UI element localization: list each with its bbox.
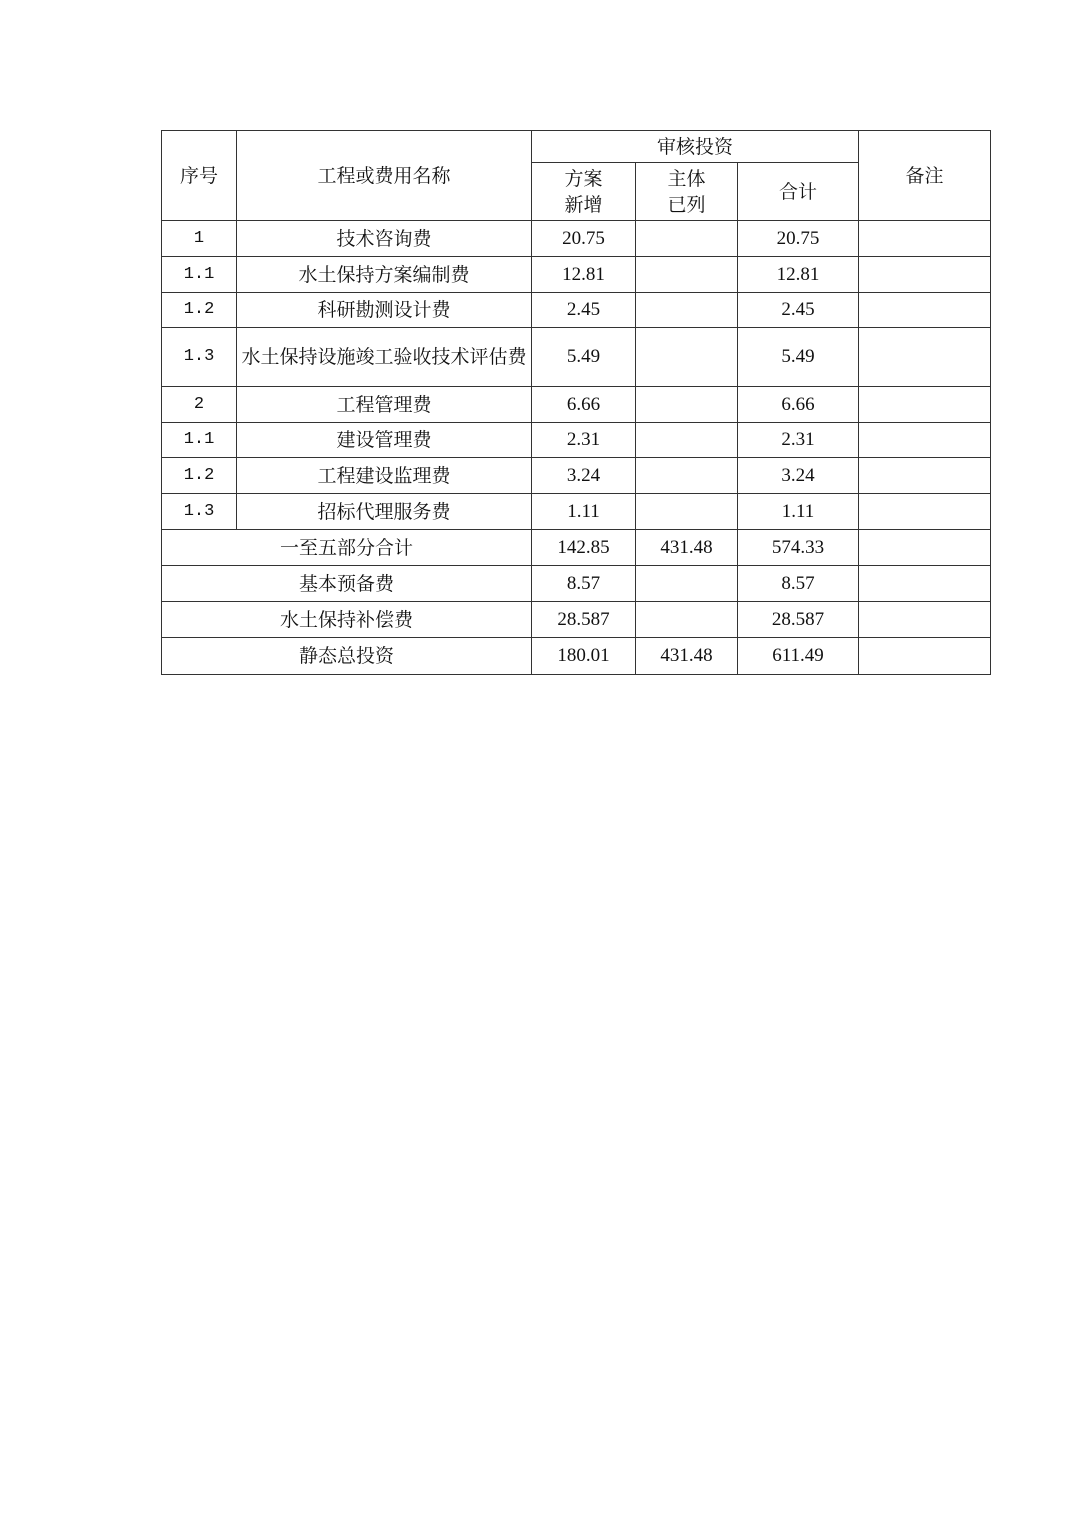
row-main [636,328,738,387]
row-total: 1.11 [738,494,859,530]
summary-row [162,566,991,602]
header-main-listed: 主体 已列 [636,163,738,221]
row-seq: 1 [162,221,237,257]
row-remark [859,387,991,423]
summary-remark [859,530,991,566]
summary-row [162,530,991,566]
row-seq: 1.3 [162,328,237,387]
row-seq: 1.2 [162,458,237,494]
summary-remark [859,602,991,638]
summary-total: 611.49 [738,638,859,675]
row-name: 招标代理服务费 [237,494,532,530]
row-seq: 1.3 [162,494,237,530]
row-main [636,257,738,293]
summary-label: 基本预备费 [162,566,532,602]
row-name: 建设管理费 [237,423,532,458]
row-seq: 2 [162,387,237,423]
table-row [162,387,991,423]
row-new: 3.24 [532,458,636,494]
row-main [636,221,738,257]
summary-main: 431.48 [636,638,738,675]
header-total: 合计 [738,163,859,221]
summary-new: 28.587 [532,602,636,638]
table-row [162,293,991,328]
row-new: 2.45 [532,293,636,328]
row-total: 5.49 [738,328,859,387]
summary-new: 180.01 [532,638,636,675]
row-total: 3.24 [738,458,859,494]
row-remark [859,423,991,458]
table-row [162,328,991,387]
row-new: 1.11 [532,494,636,530]
row-remark [859,458,991,494]
summary-label: 静态总投资 [162,638,532,675]
header-audit-investment: 审核投资 [532,131,859,163]
row-seq: 1.1 [162,257,237,293]
summary-label: 水土保持补偿费 [162,602,532,638]
summary-remark [859,638,991,675]
header-remark: 备注 [859,131,991,221]
row-remark [859,293,991,328]
row-total: 20.75 [738,221,859,257]
row-remark [859,221,991,257]
table-row [162,423,991,458]
header-name: 工程或费用名称 [237,131,532,221]
row-main [636,293,738,328]
summary-new: 142.85 [532,530,636,566]
summary-total: 28.587 [738,602,859,638]
summary-label: 一至五部分合计 [162,530,532,566]
summary-row [162,602,991,638]
row-name: 工程建设监理费 [237,458,532,494]
summary-main [636,566,738,602]
row-main [636,423,738,458]
header-seq: 序号 [162,131,237,221]
row-name: 水土保持设施竣工验收技术评估费 [237,328,532,387]
row-remark [859,257,991,293]
summary-total: 574.33 [738,530,859,566]
row-new: 2.31 [532,423,636,458]
row-total: 6.66 [738,387,859,423]
summary-row [162,638,991,675]
table-row [162,257,991,293]
summary-remark [859,566,991,602]
row-new: 5.49 [532,328,636,387]
row-name: 工程管理费 [237,387,532,423]
summary-main: 431.48 [636,530,738,566]
row-total: 2.45 [738,293,859,328]
row-main [636,494,738,530]
row-main [636,458,738,494]
investment-table [161,130,991,675]
row-name: 水土保持方案编制费 [237,257,532,293]
row-new: 6.66 [532,387,636,423]
summary-new: 8.57 [532,566,636,602]
header-new-scheme: 方案 新增 [532,163,636,221]
table-row [162,494,991,530]
summary-main [636,602,738,638]
row-seq: 1.1 [162,423,237,458]
row-name: 技术咨询费 [237,221,532,257]
row-new: 20.75 [532,221,636,257]
summary-total: 8.57 [738,566,859,602]
row-name: 科研勘测设计费 [237,293,532,328]
row-main [636,387,738,423]
row-remark [859,494,991,530]
row-total: 2.31 [738,423,859,458]
row-new: 12.81 [532,257,636,293]
row-total: 12.81 [738,257,859,293]
row-remark [859,328,991,387]
table-row [162,221,991,257]
table-row [162,458,991,494]
row-seq: 1.2 [162,293,237,328]
